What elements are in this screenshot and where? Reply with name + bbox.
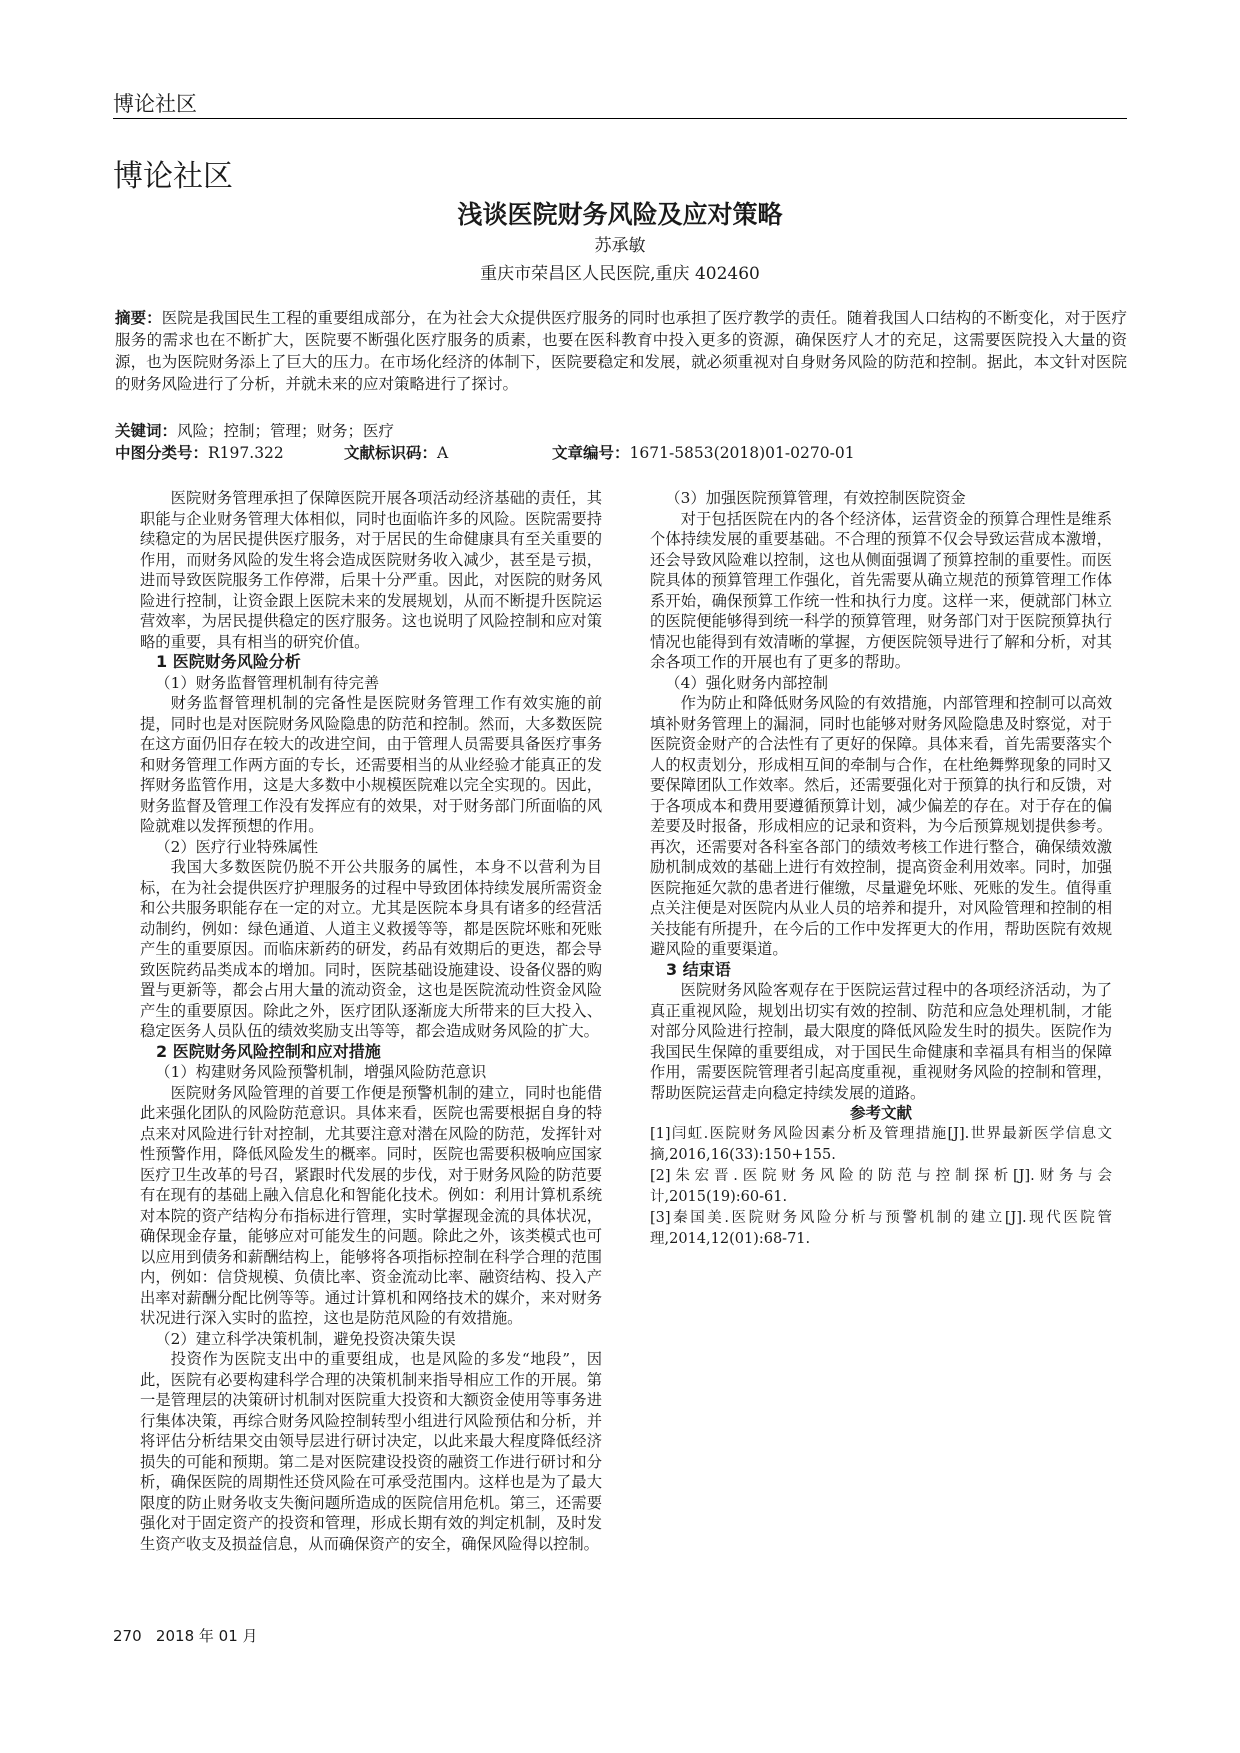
subsection-2-2-heading: （2）建立科学决策机制，避免投资决策失误 bbox=[155, 1329, 456, 1348]
doc-code-label: 文献标识码： bbox=[344, 443, 438, 462]
right-column bbox=[650, 488, 1112, 1250]
reference-2: [2]朱宏晋.医院财务风险的防范与控制探析[J].财务与会计,2015(19):60-61. bbox=[650, 1167, 1112, 1205]
references-heading: 参考文献 bbox=[849, 1104, 912, 1122]
subsection-2-2-text: 投资作为医院支出中的重要组成，也是风险的多发“地段”，因此，医院有必要构建科学合理的决策机制来指导相应工作的开展。第一是管理层的决策研讨机制对医院重大投资和大额资金使用等事务进行集体决策，再综合财务风险控制转型小组进行风险预估和分析，并将评估分析结果交由领导层进行研讨决定，以此来最大程度降低经济损失的可能和预期。第二是对医院建设投资的融资工作进行研讨和分析，确保医院的周期性还贷风险在可承受范围内。这样也是为了最大限度的防止财务收支失衡问题所造成的医院信用危机。第三，还需要强化对于固定资产的投资和管理，形成长期有效的判定机制，及时发生资产收支及损益信息，从而确保资产的安全，确保风险得以控制。 bbox=[140, 1350, 602, 1553]
subsection-2-3-text: 对于包括医院在内的各个经济体，运营资金的预算合理性是维系个体持续发展的重要基础。不合理的预算不仅会导致运营成本激增，还会导致风险难以控制，这也从侧面强调了预算控制的重要性。而医院具体的预算管理工作强化，首先需要从确立规范的预算管理工作体系开始，确保预算工作统一性和执行力度。这样一来，便就部门林立的医院便能够得到统一科学的预算管理，财务部门对于医院预算执行情况也能得到有效清晰的掌握，方便医院领导进行了解和分析，对其余各项工作的开展也有了更多的帮助。 bbox=[650, 509, 1112, 671]
subsection-1-1-heading: （1）财务监督管理机制有待完善 bbox=[155, 673, 380, 692]
intro-paragraph: 医院财务管理承担了保障医院开展各项活动经济基础的责任，其职能与企业财务管理大体相似，同时也面临许多的风险。医院需要持续稳定的为居民提供医疗服务，对于居民的生命健康具有至关重要的作用，而财务风险的发生将会造成医院财务收入减少，甚至是亏损，进而导致医院服务工作停滞，后果十分严重。因此，对医院的财务风险进行控制，让资金跟上医院未来的发展规划，从而不断提升医院运营效率，为居民提供稳定的医疗服务。这也说明了风险控制和应对策略的重要，具有相当的研究价值。 bbox=[140, 489, 602, 651]
subsection-1-2-text: 我国大多数医院仍脱不开公共服务的属性，本身不以营利为目标，在为社会提供医疗护理服务的过程中导致团体持续发展所需资金和公共服务职能存在一定的对立。尤其是医院本身具有诸多的经营活动制约，例如：绿色通道、人道主义救援等等，都是医院坏账和死账产生的重要原因。而临床新药的研发，药品有效期后的更迭，都会导致医院药品类成本的增加。同时，医院基础设施建设、设备仪器的购置与更新等，都会占用大量的流动资金，这也是医院流动性资金风险产生的重要原因。除此之外，医疗团队逐渐庞大所带来的巨大投入、稳定医务人员队伍的绩效奖励支出等等，都会造成财务风险的扩大。 bbox=[140, 858, 602, 1040]
doc-code-value: A bbox=[437, 444, 449, 462]
article-author: 苏承敏 bbox=[594, 236, 646, 256]
reference-1: [1]闫虹.医院财务风险因素分析及管理措施[J].世界最新医学信息文摘,2016,16(33):150+155. bbox=[650, 1125, 1112, 1163]
clc-value: R197.322 bbox=[208, 444, 284, 462]
abstract bbox=[115, 307, 1127, 395]
article-title: 浅谈医院财务风险及应对策略 bbox=[457, 200, 783, 229]
article-no-label: 文章编号： bbox=[552, 443, 630, 462]
keywords-text: 风险；控制；管理；财务；医疗 bbox=[177, 422, 395, 440]
header-divider bbox=[113, 118, 1127, 119]
running-header: 博论社区 bbox=[113, 92, 197, 116]
section-1-heading: 1 医院财务风险分析 bbox=[156, 652, 301, 671]
abstract-label: 摘要： bbox=[115, 308, 162, 327]
subsection-2-1-text: 医院财务风险管理的首要工作便是预警机制的建立，同时也能借此来强化团队的风险防范意识。具体来看，医院也需要根据自身的特点来对风险进行针对控制，尤其要注意对潜在风险的防范，发挥针对性预警作用，降低风险发生的概率。同时，医院也需要积极响应国家医疗卫生改革的号召，紧跟时代发展的步伐，对于财务风险的防范要有在现有的基础上融入信息化和智能化技术。例如：利用计算机系统对本院的资产结构分布指标进行管理，实时掌握现金流的具体状况，确保现金存量，能够应对可能发生的问题。除此之外，该类模式也可以应用到债务和薪酬结构上，能够将各项指标控制在科学合理的范围内，例如：信贷规模、负债比率、资金流动比率、融资结构、投入产出率对薪酬分配比例等等。通过计算机和网络技术的媒介，来对财务状况进行深入实时的监控，这也是防范风险的有效措施。 bbox=[140, 1083, 602, 1327]
keywords-label: 关键词： bbox=[115, 421, 178, 440]
section-3-heading: 3 结束语 bbox=[666, 959, 731, 979]
clc-label: 中图分类号： bbox=[115, 443, 209, 462]
section-2-heading: 2 医院财务风险控制和应对措施 bbox=[156, 1041, 381, 1061]
author-affiliation: 重庆市荣昌区人民医院,重庆 402460 bbox=[480, 264, 760, 284]
subsection-2-3-heading: （3）加强医院预算管理，有效控制医院资金 bbox=[665, 489, 966, 507]
classification-line bbox=[115, 442, 1127, 464]
subsection-1-1-text: 财务监督管理机制的完备性是医院财务管理工作有效实施的前提，同时也是对医院财务风险隐患的防范和控制。然而，大多数医院在这方面仍旧存在较大的改进空间，由于管理人员需要具备医疗事务和财务管理工作两方面的专长，还需要相当的从业经验才能真正的发挥财务监管作用，这是大多数中小规模医院难以完全实现的。因此，财务监督及管理工作没有发挥应有的效果，对于财务部门所面临的风险就难以发挥预想的作用。 bbox=[140, 694, 602, 835]
conclusion-text: 医院财务风险客观存在于医院运营过程中的各项经济活动，为了真正重视风险，规划出切实有效的控制、防范和应急处理机制，才能对部分风险进行控制，最大限度的降低风险发生时的损失。医院作为我国民生保障的重要组成，对于国民生命健康和幸福具有相当的保障作用，需要医院管理者引起高度重视，重视财务风险的控制和管理，帮助医院运营走向稳定持续发展的道路。 bbox=[650, 981, 1112, 1102]
reference-3: [3]秦国美.医院财务风险分析与预警机制的建立[J].现代医院管理,2014,12(01):68-71. bbox=[650, 1209, 1112, 1247]
article-no-value: 1671-5853(2018)01-0270-01 bbox=[629, 444, 855, 462]
subsection-2-4-heading: （4）强化财务内部控制 bbox=[665, 673, 828, 692]
subsection-2-4-text: 作为防止和降低财务风险的有效措施，内部管理和控制可以高效填补财务管理上的漏洞，同时也能够对财务风险隐患及时察觉，对于医院资金财产的合法性有了更好的保障。具体来看，首先需要落实个人的权责划分，形成相互间的牵制与合作，在杜绝舞弊现象的同时又要保障团队工作效率。然后，还需要强化对于预算的执行和反馈，对于各项成本和费用要遵循预算计划，减少偏差的存在。对于存在的偏差要及时报备，形成相应的记录和资料，为今后预算规划提供参考。再次，还需要对各科室各部门的绩效考核工作进行整合，确保绩效激励机制成效的基础上进行有效控制，提高资金利用效率。同时，加强医院拖延欠款的患者进行催缴，尽量避免坏账、死账的发生。值得重点关注便是对医院内从业人员的培养和提升，对风险管理和控制的相关技能有所提升，在今后的工作中发挥更大的作用，帮助医院有效规避风险的重要渠道。 bbox=[650, 694, 1112, 958]
left-column bbox=[140, 488, 602, 1554]
keywords bbox=[115, 420, 394, 442]
subsection-2-1-heading: （1）构建财务风险预警机制，增强风险防范意识 bbox=[155, 1063, 487, 1081]
journal-logo-text: 博论社区 bbox=[113, 159, 233, 194]
abstract-text: 医院是我国民生工程的重要组成部分，在为社会大众提供医疗服务的同时也承担了医疗教学的责任。随着我国人口结构的不断变化，对于医疗服务的需求也在不断扩大，医院要不断强化医疗服务的质素，也要在医科教育中投入更多的资源，确保医疗人才的充足，这需要医院投入大量的资源，也为医院财务添上了巨大的压力。在市场化经济的体制下，医院要稳定和发展，就必须重视对自身财务风险的防范和控制。据此，本文针对医院的财务风险进行了分析，并就未来的应对策略进行了探讨。 bbox=[115, 309, 1127, 393]
subsection-1-2-heading: （2）医疗行业特殊属性 bbox=[155, 837, 318, 856]
page-footer: 270 2018 年 01 月 bbox=[113, 1627, 258, 1645]
